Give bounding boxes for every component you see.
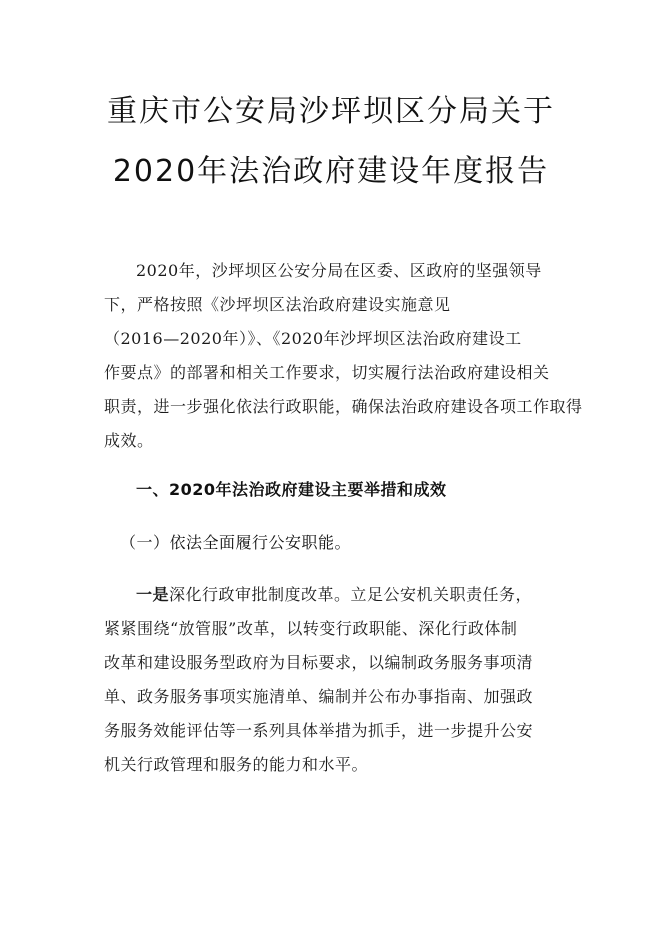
subsection-heading: （一）依法全面履行公安职能。 [120,533,352,552]
measure-lead: 一是 [136,585,170,604]
measure-line: 务服务效能评估等一系列具体举措为抓手，进一步提升公安 [104,721,534,740]
intro-line: 2020年，沙坪坝区公安分局在区委、区政府的坚强领导 [136,261,542,280]
document-title-line-2: 2020年法治政府建设年度报告 [112,154,550,189]
document-title-line-1: 重庆市公安局沙坪坝区分局关于 [107,94,555,129]
section-heading: 一、2020年法治政府建设主要举措和成效 [136,480,447,499]
intro-line: 职责，进一步强化依法行政职能，确保法治政府建设各项工作取得 [104,397,583,416]
intro-paragraph [104,254,583,458]
intro-line: （2016—2020年）》、《2020年沙坪坝区法治政府建设工 [104,329,522,348]
measure-line-first [104,578,574,612]
measure-line: 改革和建设服务型政府为目标要求，以编制政务服务事项清 [104,653,534,672]
intro-line: 下，严格按照《沙坪坝区法治政府建设实施意见 [104,295,451,314]
measure-line-text: 深化行政审批制度改革。立足公安机关职责任务， [169,585,533,604]
measure-line: 机关行政管理和服务的能力和水平。 [104,755,369,774]
intro-line: 成效。 [104,431,154,450]
measure-line: 紧紧围绕“放管服”改革，以转变行政职能、深化行政体制 [104,619,518,638]
intro-line: 作要点》的部署和相关工作要求，切实履行法治政府建设相关 [104,363,550,382]
measure-paragraph [104,578,574,782]
measure-line: 单、政务服务事项实施清单、编制并公布办事指南、加强政 [104,687,534,706]
